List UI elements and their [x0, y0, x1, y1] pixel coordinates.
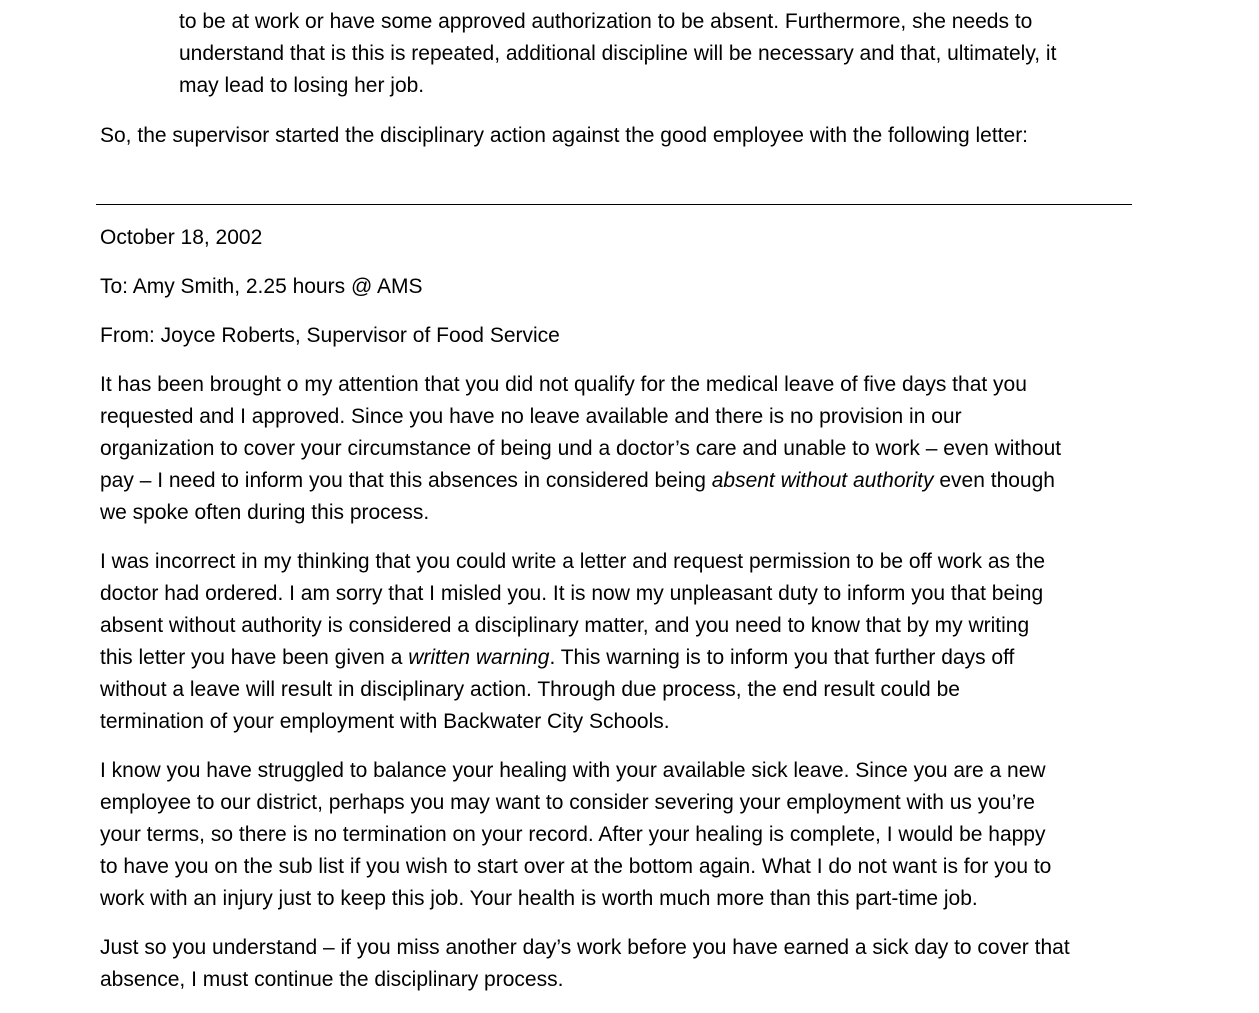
text-line: employee to our district, perhaps you may want to consider severing your employment with us you’re	[100, 791, 1035, 814]
letter-paragraph-1	[100, 369, 1140, 529]
text-line: we spoke often during this process.	[100, 501, 430, 524]
text-line: Just so you understand – if you miss another day’s work before you have earned a sick day to cover that	[100, 936, 1070, 959]
horizontal-divider	[96, 204, 1132, 205]
text-line: work with an injury just to keep this job. Your health is worth much more than this part-time job.	[100, 887, 978, 910]
text-segment: pay – I need to inform you that this absences in considered being	[100, 469, 712, 492]
text-line: requested and I approved. Since you have no leave available and there is no provision in our	[100, 405, 962, 428]
letter-paragraph-3	[100, 755, 1140, 915]
text-line: absent without authority is considered a disciplinary matter, and you need to know that by my writing	[100, 614, 1030, 637]
text-line: understand that is this is repeated, additional discipline will be necessary and that, ultimately, it	[179, 42, 1057, 65]
text-line: without a leave will result in disciplinary action. Through due process, the end result could be	[100, 678, 960, 701]
letter-from: From: Joyce Roberts, Supervisor of Food Service	[100, 324, 560, 347]
text-line	[100, 465, 1140, 497]
continuation-paragraph	[179, 6, 1129, 102]
text-line: termination of your employment with Backwater City Schools.	[100, 710, 670, 733]
intro-sentence: So, the supervisor started the disciplinary action against the good employee with the following letter:	[100, 124, 1029, 147]
text-line: I was incorrect in my thinking that you could write a letter and request permission to be off work as the	[100, 550, 1046, 573]
text-line: to have you on the sub list if you wish to start over at the bottom again. What I do not want is for you to	[100, 855, 1052, 878]
text-line: doctor had ordered. I am sorry that I misled you. It is now my unpleasant duty to inform you that being	[100, 582, 1044, 605]
text-line: organization to cover your circumstance of being und a doctor’s care and unable to work – even without	[100, 437, 1062, 460]
text-segment: . This warning is to inform you that further days off	[549, 646, 1015, 669]
text-line: It has been brought o my attention that you did not qualify for the medical leave of five days that you	[100, 373, 1027, 396]
text-line: absence, I must continue the disciplinary process.	[100, 968, 564, 991]
italic-emphasis: absent without authority	[711, 469, 934, 492]
text-segment: this letter you have been given a	[100, 646, 409, 669]
text-line: I know you have struggled to balance your healing with your available sick leave. Since you are a new	[100, 759, 1046, 782]
text-line: to be at work or have some approved authorization to be absent. Furthermore, she needs to	[179, 10, 1033, 33]
letter-date: October 18, 2002	[100, 226, 263, 249]
text-line	[100, 642, 1140, 674]
italic-emphasis: written warning	[408, 646, 550, 669]
letter-to: To: Amy Smith, 2.25 hours @ AMS	[100, 275, 423, 298]
text-line: your terms, so there is no termination on your record. After your healing is complete, I would be happy	[100, 823, 1046, 846]
text-segment: even though	[933, 469, 1055, 492]
letter-paragraph-2	[100, 546, 1140, 738]
letter	[100, 222, 1140, 1013]
letter-paragraph-4	[100, 932, 1140, 996]
text-line: may lead to losing her job.	[179, 74, 425, 97]
